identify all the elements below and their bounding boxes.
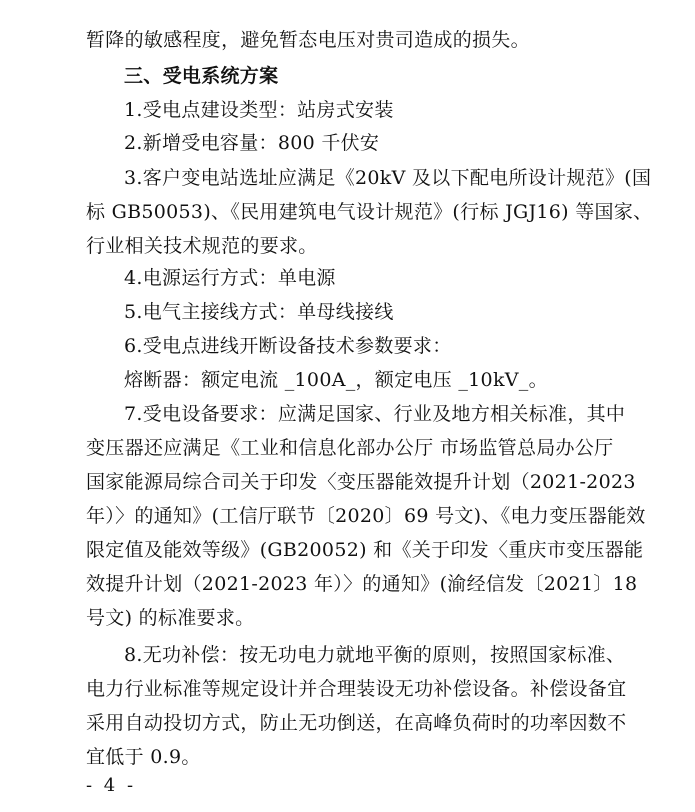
text-line-continuation: 暂降的敏感程度，避免暂态电压对贵司造成的损失。 (86, 29, 530, 51)
text-line-item-8-cont: 采用自动投切方式，防止无功倒送，在高峰负荷时的功率因数不 (86, 712, 627, 734)
text-line-item-7-cont: 号文) 的标准要求。 (86, 607, 255, 629)
text-line-fuse-spec: 熔断器：额定电流 _100A_，额定电压 _10kV_。 (124, 369, 548, 391)
section-heading: 三、受电系统方案 (124, 65, 279, 87)
text-line-item-5: 5.电气主接线方式：单母线接线 (124, 301, 394, 323)
text-line-item-3: 3.客户变电站选址应满足《20kV 及以下配电所设计规范》(国 (124, 167, 652, 189)
text-line-item-7-cont: 年）〉的通知》(工信厅联节〔2020〕69 号文)、《电力变压器能效 (86, 505, 646, 527)
text-line-item-7-cont: 效提升计划（2021-2023 年）〉的通知》(渝经信发〔2021〕18 (86, 573, 638, 595)
page-number: - 4 - (86, 775, 137, 796)
text-line-item-8-cont: 宜低于 0.9。 (86, 746, 201, 768)
text-line-item-6: 6.受电点进线开断设备技术参数要求： (124, 335, 452, 357)
text-line-item-3-cont: 行业相关技术规范的要求。 (86, 235, 318, 257)
text-line-item-3-cont: 标 GB50053)、《民用建筑电气设计规范》(行标 JGJ16) 等国家、 (86, 201, 653, 223)
text-line-item-7-cont: 限定值及能效等级》(GB20052) 和《关于印发〈重庆市变压器能 (86, 539, 644, 561)
text-line-item-7-cont: 变压器还应满足《工业和信息化部办公厅 市场监管总局办公厅 (86, 437, 614, 459)
text-line-item-8-cont: 电力行业标准等规定设计并合理装设无功补偿设备。补偿设备宜 (86, 678, 627, 700)
text-line-item-1: 1.受电点建设类型：站房式安装 (124, 99, 394, 121)
text-line-item-8: 8.无功补偿：按无功电力就地平衡的原则，按照国家标准、 (124, 644, 626, 666)
text-line-item-7-cont: 国家能源局综合司关于印发〈变压器能效提升计划（2021-2023 (86, 471, 636, 493)
text-line-item-7: 7.受电设备要求：应满足国家、行业及地方相关标准，其中 (124, 403, 626, 425)
text-line-item-2: 2.新增受电容量：800 千伏安 (124, 132, 380, 154)
text-line-item-4: 4.电源运行方式：单电源 (124, 267, 336, 289)
